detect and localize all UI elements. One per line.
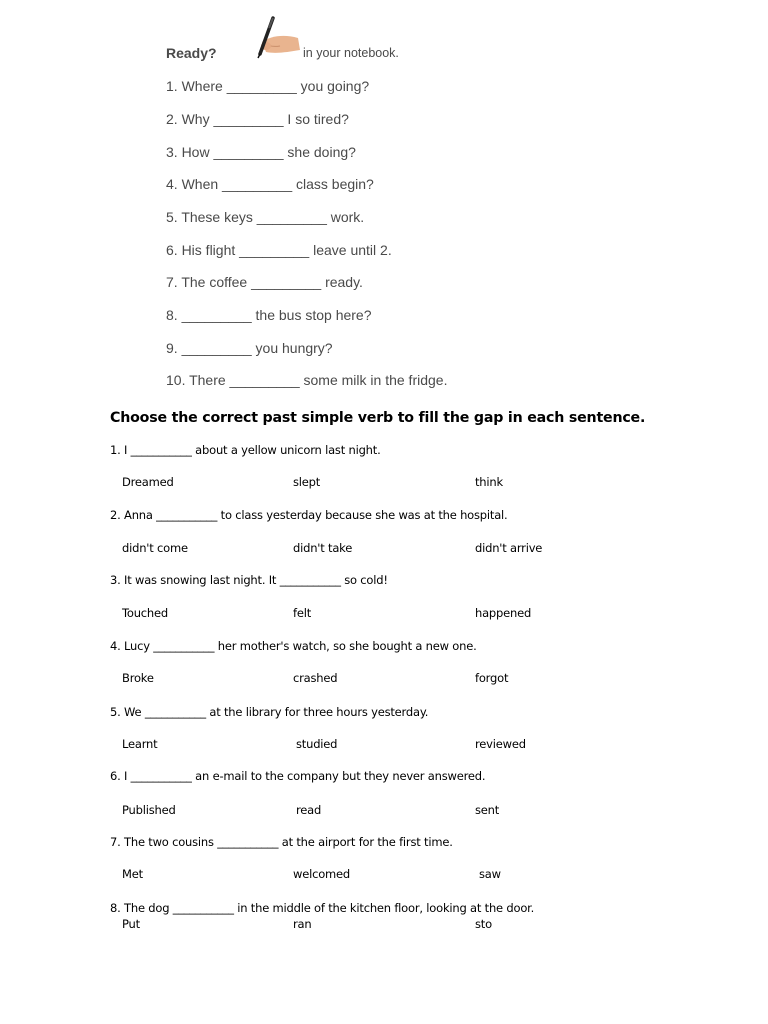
list-item: 8. _________ the bus stop here? — [166, 307, 372, 323]
option-b: studied — [296, 737, 338, 751]
option-b: felt — [293, 606, 312, 620]
exercise-sentence: 4. Lucy ___________ her mother's watch, so she bought a new one. — [110, 639, 477, 653]
option-a: Put — [122, 917, 140, 931]
option-a: Published — [122, 803, 176, 817]
option-b: welcomed — [293, 867, 351, 881]
exercise-sentence: 5. We ___________ at the library for three hours yesterday. — [110, 705, 429, 719]
option-c: didn't arrive — [475, 541, 543, 555]
list-item: 10. There _________ some milk in the fridge. — [166, 372, 448, 388]
list-item: 9. _________ you hungry? — [166, 340, 333, 356]
exercise-sentence: 2. Anna ___________ to class yesterday because she was at the hospital. — [110, 508, 508, 522]
option-b: crashed — [293, 671, 338, 685]
hand-writing-icon — [240, 16, 304, 60]
exercise-sentence: 6. I ___________ an e-mail to the company but they never answered. — [110, 769, 486, 783]
option-b: ran — [293, 917, 312, 931]
option-c: saw — [479, 867, 501, 881]
option-c: reviewed — [475, 737, 526, 751]
list-item: 4. When _________ class begin? — [166, 176, 374, 192]
exercise-sentence: 7. The two cousins ___________ at the airport for the first time. — [110, 835, 453, 849]
ready-instruction: in your notebook. — [303, 46, 399, 60]
list-item: 2. Why _________ I so tired? — [166, 111, 349, 127]
option-b: didn't take — [293, 541, 353, 555]
exercise-sentence: 3. It was snowing last night. It ___________ so cold! — [110, 573, 388, 587]
option-a: Met — [122, 867, 143, 881]
list-item: 7. The coffee _________ ready. — [166, 274, 363, 290]
option-a: Broke — [122, 671, 154, 685]
list-item: 1. Where _________ you going? — [166, 78, 370, 94]
option-c: sto — [475, 917, 492, 931]
exercise-sentence: 1. I ___________ about a yellow unicorn last night. — [110, 443, 381, 457]
option-a: Touched — [122, 606, 168, 620]
option-c: happened — [475, 606, 532, 620]
option-a: didn't come — [122, 541, 188, 555]
option-c: think — [475, 475, 503, 489]
exercise-sentence: 8. The dog ___________ in the middle of the kitchen floor, looking at the door. — [110, 901, 535, 915]
option-b: read — [296, 803, 322, 817]
option-b: slept — [293, 475, 321, 489]
option-c: sent — [475, 803, 500, 817]
list-item: 6. His flight _________ leave until 2. — [166, 242, 392, 258]
list-item: 3. How _________ she doing? — [166, 144, 356, 160]
ready-title: Ready? — [166, 45, 217, 61]
list-item: 5. These keys _________ work. — [166, 209, 365, 225]
option-a: Dreamed — [122, 475, 174, 489]
section-title: Choose the correct past simple verb to fill the gap in each sentence. — [110, 410, 646, 426]
option-c: forgot — [475, 671, 509, 685]
option-a: Learnt — [122, 737, 158, 751]
